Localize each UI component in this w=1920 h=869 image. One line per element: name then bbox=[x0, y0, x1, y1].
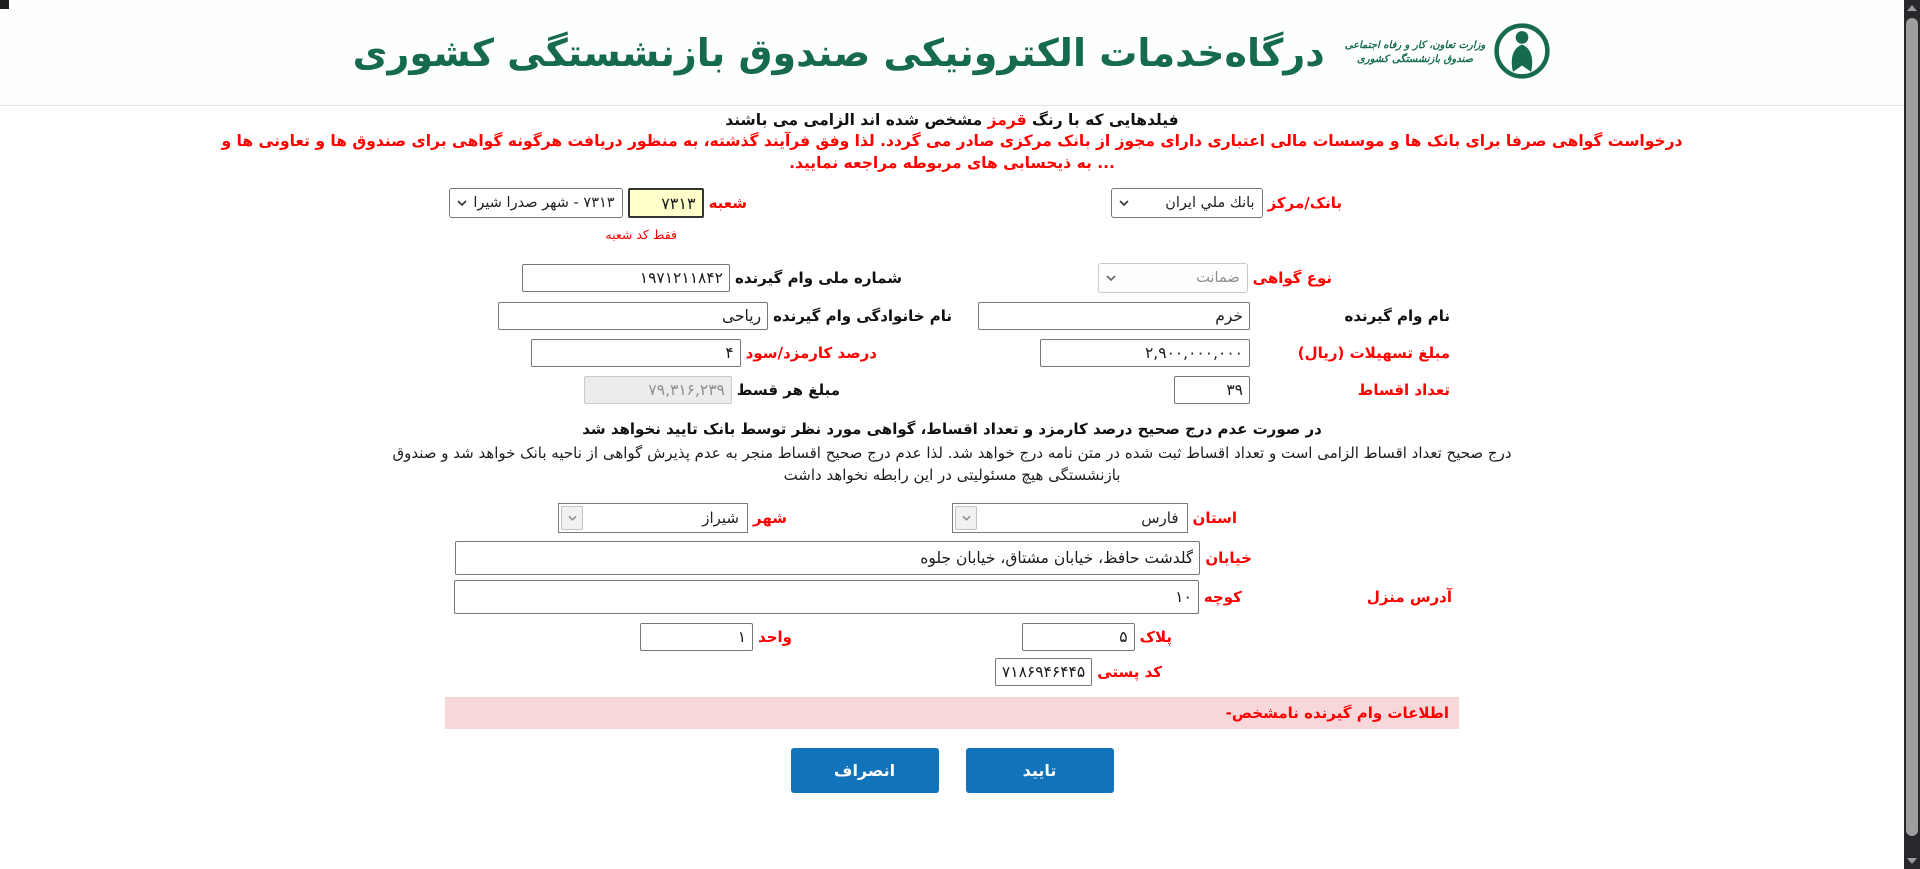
chevron-down-icon bbox=[1119, 200, 1129, 206]
installments-label: تعداد اقساط bbox=[1357, 381, 1450, 399]
vertical-scrollbar[interactable] bbox=[1904, 0, 1920, 869]
first-name-input[interactable] bbox=[978, 302, 1250, 330]
validation-alert-text: اطلاعات وام گیرنده نامشخص- bbox=[1225, 704, 1449, 722]
row-postal-code bbox=[452, 658, 1452, 686]
city-value: شیراز bbox=[702, 509, 740, 527]
cert-type-value: ضمانت bbox=[1196, 270, 1240, 286]
row-plaque-unit bbox=[452, 623, 1452, 651]
plaque-label: پلاک bbox=[1139, 628, 1172, 646]
home-address-label: آدرس منزل bbox=[1366, 588, 1452, 606]
logo-ministry-text: وزارت تعاون، کار و رفاه اجتماعی bbox=[1344, 40, 1486, 51]
province-dropdown-button[interactable] bbox=[955, 506, 977, 530]
mandatory-fields-note: فیلدهایی که با رنگ قرمز مشخص شده اند الزامی می باشند bbox=[725, 111, 1179, 129]
alley-input[interactable] bbox=[454, 580, 1199, 614]
plaque-input[interactable] bbox=[1022, 623, 1135, 651]
bank-select-value: بانك ملي ايران bbox=[1165, 195, 1255, 211]
installments-warning-bold: در صورت عدم درج صحیح درصد کارمزد و تعداد اقساط، گواهی مورد نظر توسط بانک تایید نخواهد شد bbox=[582, 420, 1322, 438]
city-label: شهر bbox=[753, 509, 787, 527]
installment-amount-label: مبلغ هر قسط bbox=[736, 381, 840, 399]
postal-code-label: کد پستی bbox=[1097, 663, 1162, 681]
national-id-input[interactable] bbox=[522, 264, 730, 292]
bank-select[interactable] bbox=[1111, 188, 1263, 218]
scrollbar-thumb[interactable] bbox=[1906, 18, 1918, 836]
installments-warning-text: درج صحیح تعداد اقساط الزامی است و تعداد اقساط ثبت شده در متن نامه درج خواهد شد. لذا عدم درج صحیح اقساط منجر به عدم پذیرش گواهی از ناحیه بانک خواهد شد و صندوق بازنشستگی هیچ مسئولیتی در این رابطه نخواهد داشت bbox=[392, 444, 1512, 484]
alley-label: کوچه bbox=[1203, 588, 1242, 606]
row-province-city bbox=[452, 503, 1452, 533]
unit-input[interactable] bbox=[640, 623, 753, 651]
province-value: فارس bbox=[1141, 509, 1179, 527]
branch-code-input[interactable] bbox=[628, 188, 704, 218]
validation-alert bbox=[445, 697, 1459, 729]
pension-fund-emblem-icon bbox=[1493, 22, 1551, 84]
branch-select[interactable] bbox=[449, 188, 622, 218]
row-street bbox=[452, 541, 1452, 575]
bank-label: بانک/مرکز bbox=[1267, 194, 1342, 212]
confirm-button[interactable]: تایید bbox=[966, 748, 1114, 793]
branch-select-value: ۷۳۱۳ - شهر صدرا شیرا bbox=[473, 195, 615, 211]
chevron-down-icon bbox=[457, 200, 467, 206]
row-amount-interest bbox=[452, 339, 1452, 367]
row-cert-nid bbox=[452, 263, 1452, 293]
screen-corner-artifact bbox=[0, 0, 9, 9]
loan-amount-label: مبلغ تسهیلات (ریال) bbox=[1297, 344, 1450, 362]
action-buttons bbox=[0, 748, 1904, 793]
interest-label: درصد کارمزد/سود bbox=[745, 344, 877, 362]
page-header bbox=[0, 0, 1904, 106]
branch-hint-row bbox=[452, 224, 1452, 243]
chevron-down-icon bbox=[1106, 275, 1116, 281]
row-home-address bbox=[452, 580, 1452, 614]
province-combobox[interactable] bbox=[952, 503, 1188, 533]
branch-label: شعبه bbox=[708, 194, 747, 212]
postal-code-input[interactable] bbox=[995, 658, 1092, 686]
street-input[interactable] bbox=[455, 541, 1200, 575]
bank-warning-text: درخواست گواهی صرفا برای بانک ها و موسسات مالی اعتباری دارای مجوز از بانک مرکزی صادر می گردد. لذا وفق فرآیند گذشته، به منظور دریافت هرگونه گواهی برای صندوق ها و تعاونی ها و ... به ذیحسابی های مربوطه مراجعه نمایید. bbox=[221, 132, 1683, 172]
interest-input[interactable] bbox=[531, 339, 741, 367]
logo-fund-text: صندوق بازنشستگی کشوری bbox=[1357, 54, 1474, 65]
scroll-down-arrow-icon[interactable] bbox=[1904, 853, 1920, 869]
cancel-button[interactable]: انصراف bbox=[791, 748, 939, 793]
row-bank-branch bbox=[452, 188, 1452, 218]
first-name-label: نام وام گیرنده bbox=[1344, 307, 1450, 325]
last-name-input[interactable] bbox=[498, 302, 768, 330]
portal-title: درگاه‌خدمات الکترونیکی صندوق بازنشستگی کشوری bbox=[352, 30, 1325, 75]
unit-label: واحد bbox=[758, 628, 792, 646]
last-name-label: نام خانوادگی وام گیرنده bbox=[773, 307, 952, 325]
red-word: قرمز bbox=[987, 111, 1027, 129]
branch-code-hint: فقط کد شعبه bbox=[605, 227, 677, 242]
installment-amount-input bbox=[584, 376, 732, 404]
national-id-label: شماره ملی وام گیرنده bbox=[735, 269, 902, 287]
street-label: خیابان bbox=[1205, 549, 1252, 567]
installments-input[interactable] bbox=[1174, 376, 1250, 404]
scroll-up-arrow-icon[interactable] bbox=[1904, 0, 1920, 16]
cert-type-label: نوع گواهی bbox=[1252, 269, 1332, 287]
city-dropdown-button[interactable] bbox=[561, 506, 583, 530]
row-names bbox=[452, 302, 1452, 330]
row-installments bbox=[452, 376, 1452, 404]
city-combobox[interactable] bbox=[558, 503, 748, 533]
cert-type-select[interactable] bbox=[1098, 263, 1248, 293]
province-label: استان bbox=[1192, 509, 1237, 527]
loan-amount-input[interactable] bbox=[1040, 339, 1250, 367]
pension-fund-logo bbox=[1345, 22, 1552, 84]
